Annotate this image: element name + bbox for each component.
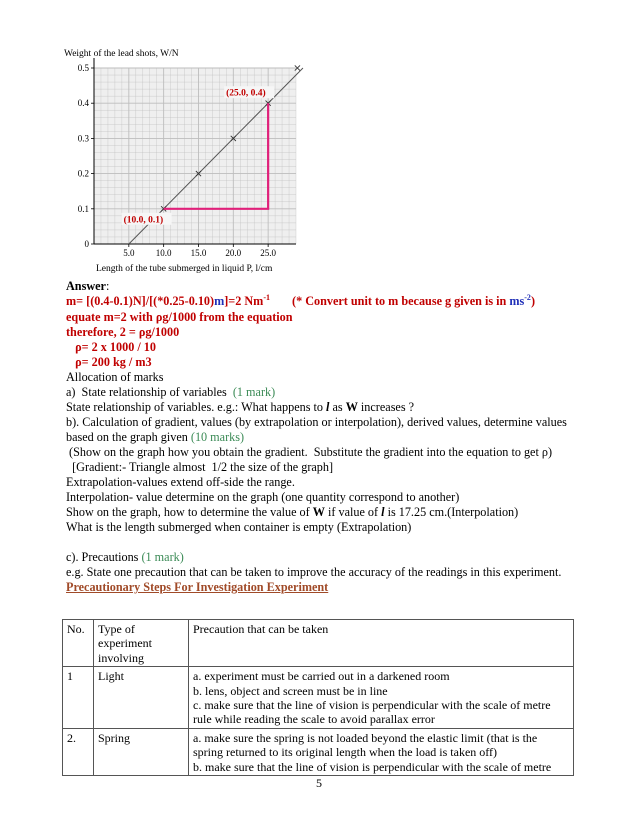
rho-line-2: ρ= 200 kg / m3 bbox=[66, 355, 152, 369]
part-a-example: State relationship of variables. e.g.: What happens to l as W increases ? bbox=[66, 400, 415, 414]
graph-figure bbox=[60, 46, 320, 278]
x-tick-label: 5.0 bbox=[123, 248, 135, 258]
part-b-line-8: What is the length submerged when container is empty (Extrapolation) bbox=[66, 520, 412, 534]
table-row bbox=[63, 667, 574, 729]
y-tick-label: 0.4 bbox=[77, 98, 89, 109]
answer-label: Answer: bbox=[66, 279, 110, 293]
gradient-calculation: m= [(0.4-0.1)N]/[(*0.25-0.10)m]=2 $Nm^{-1}$ (* Convert unit to m because g given is in $ms^{-2}$) bbox=[66, 292, 535, 308]
x-tick-label: 25.0 bbox=[260, 248, 277, 258]
precaution-table bbox=[62, 619, 574, 776]
precaution-heading: Precautionary Steps For Investigation Experiment bbox=[66, 580, 329, 594]
x-tick-label: 20.0 bbox=[225, 248, 242, 258]
part-c-example: e.g. State one precaution that can be taken to improve the accuracy of the readings in this experiment. bbox=[66, 565, 562, 579]
part-b-line-6: Interpolation- value determine on the graph (one quantity correspond to another) bbox=[66, 490, 460, 504]
part-b-line-1: b). Calculation of gradient, values (by extrapolation or interpolation), derived values, determine values bbox=[66, 415, 567, 429]
y-tick-label: 0.3 bbox=[77, 133, 89, 144]
y-tick-label: 0.2 bbox=[77, 168, 89, 179]
equate-line: equate m=2 with ρg/1000 from the equation bbox=[66, 310, 293, 324]
row-type: Spring bbox=[94, 728, 189, 775]
row-type: Light bbox=[94, 667, 189, 729]
part-c-line: c). Precautions (1 mark) bbox=[66, 550, 184, 564]
table-row bbox=[63, 728, 574, 775]
part-a-line: a) State relationship of variables (1 mark) bbox=[66, 385, 276, 399]
y-axis-title: Weight of the lead shots, W/N bbox=[64, 49, 179, 59]
y-tick-label: 0.1 bbox=[77, 203, 89, 214]
row-number: 1 bbox=[63, 667, 94, 729]
precaution-item: c. make sure that the line of vision is perpendicular with the scale of metre rule while reading the scale to avoid parallax error bbox=[193, 698, 551, 727]
table-header-row bbox=[63, 620, 574, 667]
rho-line-1: ρ= 2 x 1000 / 10 bbox=[66, 340, 156, 354]
part-b-line-5: Extrapolation-values extend off-side the range. bbox=[66, 475, 295, 489]
part-b-line-7: Show on the graph, how to determine the value of W if value of l is 17.25 cm.(Interpolation) bbox=[66, 505, 519, 519]
part-b-line-2: based on the graph given (10 marks) bbox=[66, 430, 245, 444]
part-b-line-3: (Show on the graph how you obtain the gradient. Substitute the gradient into the equation to get ρ) bbox=[66, 445, 553, 459]
precaution-item: b. lens, object and screen must be in line bbox=[193, 683, 388, 698]
y-tick-label: 0.5 bbox=[77, 63, 89, 73]
precaution-item: b. make sure that the line of vision is perpendicular with the scale of metre bbox=[193, 759, 552, 774]
row-precautions bbox=[189, 728, 574, 775]
precaution-item: a. experiment must be carried out in a darkened room bbox=[193, 669, 450, 684]
unit-note: (* Convert unit to m because g given is in bbox=[292, 294, 510, 308]
precaution-item: a. make sure the spring is not loaded beyond the elastic limit (that is the spring returned to its original length when the load is taken off) bbox=[193, 730, 538, 760]
header-precaution: Precaution that can be taken bbox=[189, 620, 574, 667]
point-a-label: (10.0, 0.1) bbox=[123, 215, 164, 226]
row-precautions bbox=[189, 667, 574, 729]
y-tick-label: 0 bbox=[84, 239, 89, 249]
therefore-line: therefore, 2 = ρg/1000 bbox=[66, 325, 180, 339]
point-b-label: (25.0, 0.4) bbox=[226, 88, 266, 99]
x-tick-label: 10.0 bbox=[155, 248, 172, 258]
x-axis-title: Length of the tube submerged in liquid P, l/cm bbox=[96, 264, 273, 274]
part-b-line-4: [Gradient:- Triangle almost 1/2 the size of the graph] bbox=[66, 460, 334, 474]
allocation-title: Allocation of marks bbox=[66, 370, 164, 384]
row-number: 2. bbox=[63, 728, 94, 775]
x-tick-label: 15.0 bbox=[190, 248, 207, 258]
page-number: 5 bbox=[316, 776, 322, 790]
header-type: Type of experiment involving bbox=[94, 620, 189, 667]
header-no: No. bbox=[63, 620, 94, 667]
